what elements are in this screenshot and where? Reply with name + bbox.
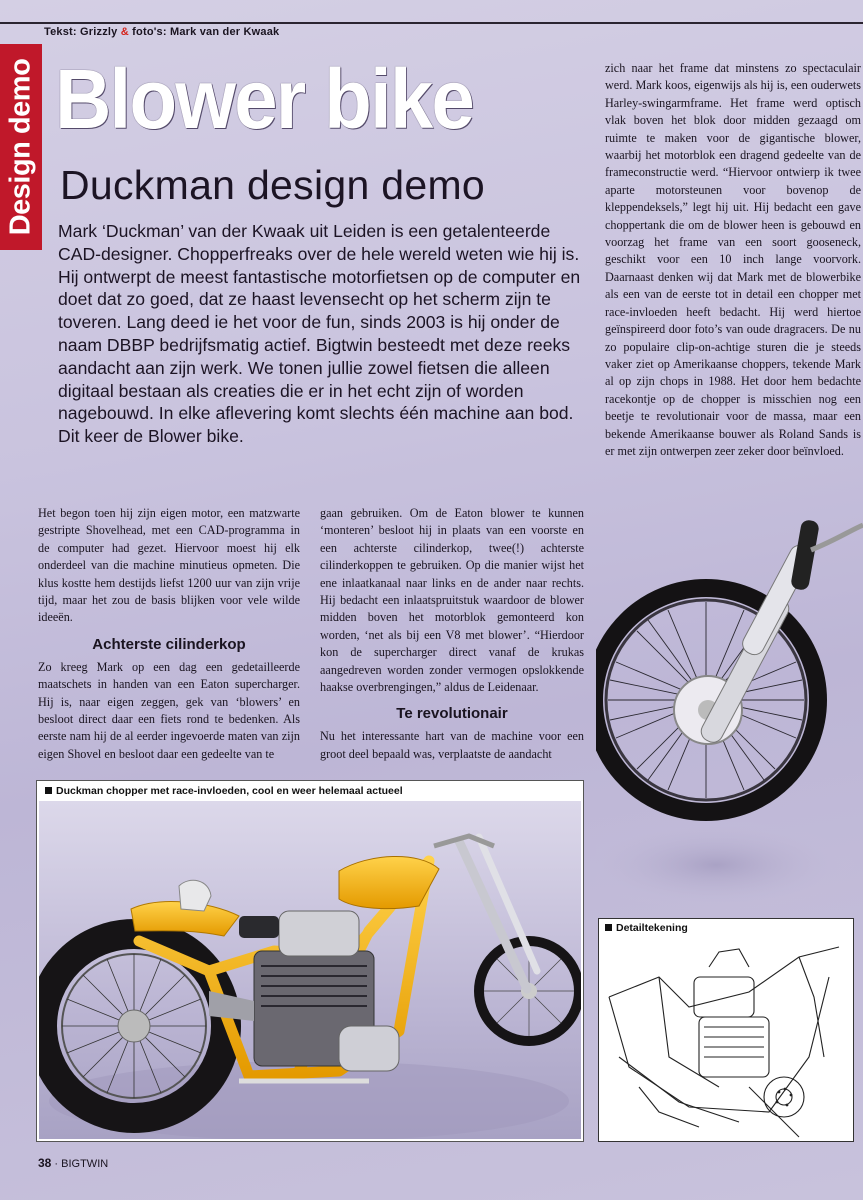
body-paragraph: Het begon toen hij zijn eigen motor, een matzwarte gestripte Shovelhead, met een CAD-programma in de computer had gezet. Hiervoor moest hij elk onderdeel van die machine minutieus opmeten. Die klus kostte hem destijds liefst 1200 uur van zijn vrije tijd, maar het zou de basis blijken voor vele wilde ideeën. [38, 506, 300, 625]
body-paragraph: gaan gebruiken. Om de Eaton blower te kunnen ‘monteren’ besloot hij in plaats van een voorste en een achterste cilinderkop, twee(!) achterste cilinderkoppen te gebruiken. Op die manier wijst het ene inlaatkanaal naar links en de ander naar rechts. Hij bedacht een inlaatspruitstuk waardoor de blower midden boven het motorblok gemonteerd kon worden, ‘net als bij een V8 met blower’. “Hierdoor kon de supercharger direct vanaf de krukas aangedreven worden zonder vermogen opslokkende haakse overbrengingen,” aldus de Leidenaar. [320, 506, 584, 695]
body-paragraph: Nu het interessante hart van de machine voor een groot deel bepaald was, verplaatste de aandacht [320, 729, 584, 761]
magazine-name: BIGTWIN [61, 1158, 109, 1170]
subheading-te-revolutionair: Te revolutionair [396, 705, 508, 723]
column-1 [38, 505, 300, 763]
credits-ampersand: & [120, 26, 129, 38]
body-paragraph: Zo kreeg Mark op een dag een gedetailleerde maatschets in handen van een Eaton supercharger. Hij is, naar eigen zeggen, gek van ‘blowers’ en besloot direct daar een fiets rond te bedenken. Als eerste nam hij de al eerder ingevoerde maten van zijn eigen Shovel en besloot daar een gedeelte van te [38, 659, 300, 761]
main-photo [36, 780, 584, 1142]
detail-drawing [598, 918, 854, 1142]
chopper-render [39, 801, 581, 1139]
column-2 [320, 505, 584, 763]
column-3 [605, 60, 861, 460]
subheading-achterste-cilinderkop: Achterste cilinderkop [92, 635, 246, 653]
section-tag-label: Design demo [4, 58, 37, 236]
author-credits: Tekst: Grizzly & foto's: Mark van der Kwaak [44, 26, 280, 38]
line-drawing [599, 937, 853, 1141]
intro-paragraph: Mark ‘Duckman’ van der Kwaak uit Leiden is een getalenteerde CAD-designer. Chopperfreaks over de hele wereld weten wie hij is. Hij ontwerpt de meest fantastische motorfietsen op de computer en doet dat zo goed, dat ze haast levensecht op het scherm zijn te toveren. Lang deed ie het voor de fun, sinds 2003 is hij onder de naam DBBP bedrijfsmatig actief. Bigtwin besteedt met deze reeks aandacht aan zijn werk. We tonen jullie zowel fietsen die alleen digitaal bestaan als creaties die er in het echt zijn of worden nagebouwd. In elke aflevering komt slechts één machine aan bod. Dit keer de Blower bike. [58, 221, 581, 447]
main-photo-caption: Duckman chopper met race-invloeden, cool en weer helemaal actueel [45, 785, 403, 797]
section-tag [0, 44, 42, 250]
page-footer: 38 · BIGTWIN [38, 1156, 109, 1170]
detail-drawing-caption: Detailtekening [605, 922, 688, 934]
caption-bullet-icon [45, 787, 52, 794]
page-number: 38 [38, 1156, 52, 1170]
caption-bullet-icon [605, 924, 612, 931]
body-paragraph: zich naar het frame dat minstens zo spectaculair werd. Mark koos, eigenwijs als hij is, een ouderwets Harley-swingarmframe. Het frame werd optisch vlak boven het blok door midden gezaagd om ruimte te maken voor de gigantische blower, waarbij het motorblok een dragend gedeelte van de frameconstructie werd. “Hiervoor ontwierp ik twee aparte motorsteunen voor bovenop de kleppendeksels,” legt hij uit. Hij bedacht een gave choppertank die om de blower heen is gebouwd en voorzag het frame van een soort gooseneck, geschikt voor een 10 inch lange voorvork. Daarnaast denken wij dat Mark met de blowerbike als een van de eerste tot in detail een chopper met race-invloeden heeft bedacht. Hij werd hiertoe geïnspireerd door foto’s van oude dragracers. De nu zo populaire clip-on-achtige sturen die je steeds vaker ziet op Amerikaanse choppers, tekende Mark al op zijn chops in 1988. Het door hem bedachte racekontje op de chopper is misschien nog een beetje te revolutionair voor de massa, maar een bekende Amerikaanse bouwer als Roland Sands is er met zijn ontwerpen zeer zeker door beïnvloed. [605, 61, 861, 458]
top-rule [0, 22, 863, 24]
article-subtitle: Duckman design demo [60, 162, 486, 208]
article-title: Blower bike [55, 52, 474, 146]
front-wheel-render [596, 520, 863, 920]
